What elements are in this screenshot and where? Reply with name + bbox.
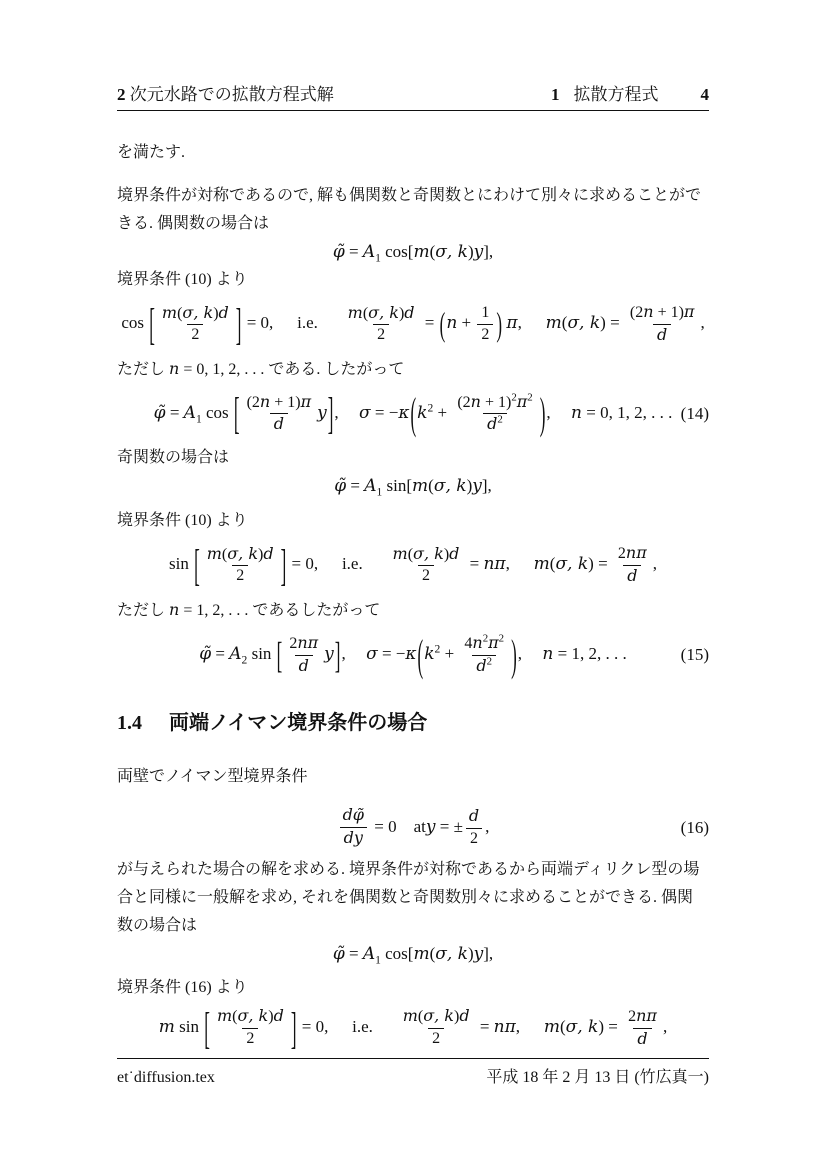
math-variable: d bbox=[459, 1006, 470, 1026]
paragraph-tadashi-1 bbox=[117, 355, 709, 384]
math-variable: m bbox=[545, 313, 562, 334]
math-text: 4 bbox=[464, 634, 473, 652]
equation-number: (15) bbox=[680, 645, 709, 665]
math-fraction bbox=[453, 392, 536, 437]
math-superscript: 2 bbox=[434, 642, 441, 656]
math-delimiter: ) bbox=[496, 305, 503, 344]
math-text: ( bbox=[232, 1008, 238, 1026]
math-variable: σ, k bbox=[413, 543, 444, 563]
math-text: = 0, bbox=[242, 313, 274, 333]
math-subscript: 1 bbox=[195, 412, 202, 426]
math-text: ) = bbox=[600, 313, 624, 333]
math-variable: σ, k bbox=[182, 302, 214, 322]
equation-16 bbox=[117, 799, 709, 856]
math-variable: y bbox=[473, 242, 484, 262]
math-text: , bbox=[334, 402, 339, 422]
math-text: ( bbox=[362, 304, 369, 322]
math-text: (2 bbox=[629, 304, 644, 321]
math-delimiter: ] bbox=[327, 389, 334, 439]
header-left bbox=[117, 85, 334, 105]
math-text: , bbox=[700, 313, 705, 333]
math-variable: y bbox=[324, 643, 334, 664]
math-text: + bbox=[433, 402, 452, 422]
math-variable: d bbox=[637, 1028, 648, 1048]
math-text: , bbox=[517, 313, 522, 333]
math-text: = − bbox=[370, 402, 399, 422]
math-text: + 1) bbox=[653, 304, 684, 321]
math-variable: π bbox=[488, 632, 499, 652]
math-fraction bbox=[460, 633, 508, 678]
math-text: = − bbox=[377, 643, 406, 663]
math-variable: d bbox=[476, 655, 487, 675]
math-variable: y bbox=[317, 402, 327, 423]
math-variable: nπ bbox=[297, 632, 319, 652]
math-text: 2 bbox=[289, 634, 298, 652]
math-variable: n bbox=[446, 313, 458, 334]
math-text: = bbox=[475, 1017, 494, 1037]
math-superscript: 2 bbox=[427, 401, 434, 415]
math-text: = bbox=[465, 554, 484, 574]
math-variable: π bbox=[516, 391, 528, 411]
math-variable: σ, k bbox=[555, 554, 589, 575]
math-variable: σ, k bbox=[435, 242, 468, 262]
math-variable: d bbox=[657, 324, 668, 344]
math-variable: A bbox=[362, 242, 376, 262]
math-variable: φ̃ bbox=[199, 643, 212, 664]
math-text: = bbox=[165, 402, 184, 422]
math-text: 2 bbox=[236, 567, 245, 585]
math-variable: φ̃ bbox=[334, 476, 347, 497]
math-delimiter: ( bbox=[410, 389, 417, 439]
math-fraction bbox=[624, 1006, 661, 1051]
math-variable: κ bbox=[398, 402, 410, 423]
paragraph-tadashi-2 bbox=[117, 596, 709, 625]
math-superscript: 2 bbox=[527, 391, 533, 404]
math-text: ( bbox=[561, 313, 568, 333]
math-fraction bbox=[477, 303, 493, 346]
math-variable: m bbox=[533, 554, 550, 575]
math-variable: d bbox=[298, 655, 309, 675]
math-fraction bbox=[203, 544, 278, 588]
math-variable: A bbox=[364, 476, 377, 497]
math-text: ) bbox=[258, 545, 264, 563]
math-text: 2 bbox=[470, 829, 479, 847]
math-text: = ± bbox=[435, 816, 463, 836]
math-text: + 1) bbox=[270, 393, 301, 411]
math-text: at bbox=[413, 816, 426, 836]
math-text: , bbox=[662, 1017, 668, 1037]
math-variable: n bbox=[259, 391, 271, 411]
equation-15 bbox=[117, 625, 709, 686]
section-title: 両端ノイマン境界条件の場合 bbox=[169, 712, 428, 735]
math-text: cos bbox=[121, 313, 149, 333]
math-variable: m bbox=[413, 242, 430, 262]
header-section-title: 拡散方程式 bbox=[573, 85, 659, 104]
math-variable: d bbox=[487, 414, 498, 434]
math-variable: y bbox=[472, 476, 482, 497]
math-delimiter: ] bbox=[290, 1003, 297, 1053]
math-variable: d bbox=[449, 543, 460, 563]
math-fraction bbox=[399, 1006, 474, 1050]
section-number: 1.4 bbox=[117, 712, 142, 735]
math-variable: d bbox=[273, 1006, 284, 1026]
math-delimiter: [ bbox=[194, 540, 200, 591]
math-subscript: 1 bbox=[375, 953, 381, 967]
math-text: = 1, 2, . . . bbox=[553, 643, 627, 663]
math-superscript: 2 bbox=[498, 632, 505, 645]
math-text: ) bbox=[467, 943, 474, 963]
header-right bbox=[551, 85, 709, 105]
footer-filename: et˙diffusion.tex bbox=[117, 1069, 215, 1086]
math-superscript: 2 bbox=[486, 655, 493, 668]
math-variable: m bbox=[412, 476, 429, 497]
paragraph-odd-case: 奇関数の場合は bbox=[117, 449, 230, 467]
math-text: cos[ bbox=[380, 943, 414, 963]
math-fraction bbox=[213, 1006, 288, 1050]
equation-sin-condition bbox=[117, 535, 709, 596]
math-delimiter: ( bbox=[439, 305, 446, 344]
math-text: = 0, 1, 2, . . . bbox=[581, 402, 673, 422]
math-text: cos[ bbox=[380, 242, 414, 261]
math-variable: σ bbox=[359, 402, 371, 423]
math-text: ], bbox=[483, 242, 494, 261]
math-delimiter: [ bbox=[276, 634, 283, 676]
math-variable: dφ̃ bbox=[342, 805, 365, 825]
equation-number: (16) bbox=[680, 817, 709, 837]
math-text: ) bbox=[454, 1008, 460, 1026]
math-delimiter: ] bbox=[235, 299, 242, 349]
footer-date-author: 平成 18 年 2 月 13 日 (竹広真一) bbox=[486, 1069, 709, 1086]
math-variable: d bbox=[404, 302, 415, 322]
math-text: = 0 bbox=[370, 816, 397, 836]
paragraph-boundary-condition-10a: 境界条件 (10) より bbox=[117, 271, 248, 288]
math-text: , bbox=[546, 402, 551, 422]
math-text: 2 bbox=[481, 325, 490, 343]
math-variable: d bbox=[468, 805, 480, 825]
math-text: ( bbox=[177, 304, 183, 322]
math-variable: π bbox=[683, 302, 695, 321]
page-header bbox=[117, 85, 709, 111]
math-delimiter: ] bbox=[334, 634, 341, 676]
math-variable: nπ bbox=[625, 543, 647, 563]
math-text: ) bbox=[443, 545, 450, 563]
math-text: sin bbox=[174, 1017, 204, 1037]
math-text: ( bbox=[429, 242, 436, 261]
math-fraction bbox=[465, 806, 483, 850]
math-variable: σ, k bbox=[567, 313, 601, 334]
math-text: ) bbox=[398, 304, 405, 322]
paragraph-neumann-solution bbox=[117, 856, 709, 940]
math-variable: k bbox=[424, 643, 435, 664]
math-text: = bbox=[344, 943, 363, 963]
math-variable: m bbox=[413, 943, 430, 964]
math-text: ], bbox=[481, 476, 492, 496]
page-footer bbox=[117, 1058, 709, 1088]
math-text: cos bbox=[201, 402, 233, 422]
equation-body bbox=[153, 389, 673, 439]
math-delimiter: ] bbox=[280, 540, 287, 591]
math-variable: m bbox=[402, 1006, 418, 1026]
section-heading-1-4 bbox=[117, 709, 709, 737]
math-delimiter: [ bbox=[149, 299, 155, 349]
math-text: = bbox=[420, 313, 439, 333]
math-text: ( bbox=[428, 476, 434, 496]
math-text: ) = bbox=[598, 1017, 623, 1037]
equation-cos-condition bbox=[117, 294, 709, 355]
header-section-number: 1 bbox=[551, 85, 560, 104]
math-variable: k bbox=[417, 402, 428, 423]
math-delimiter: [ bbox=[204, 1003, 210, 1053]
math-text: 2 bbox=[628, 1007, 637, 1025]
math-text: ただし bbox=[117, 360, 170, 378]
math-text: 2 bbox=[191, 326, 200, 344]
math-text: ) bbox=[466, 476, 473, 496]
equation-even-general bbox=[117, 238, 709, 266]
math-text: , bbox=[341, 643, 346, 663]
equation-odd-general bbox=[117, 472, 709, 500]
math-variable: n bbox=[470, 391, 481, 411]
math-fraction bbox=[285, 633, 322, 678]
math-text: sin bbox=[168, 554, 194, 574]
math-text: = bbox=[211, 643, 230, 663]
math-subscript: 2 bbox=[241, 653, 248, 667]
math-variable: n bbox=[169, 358, 180, 378]
math-subscript: 1 bbox=[376, 485, 383, 499]
math-variable: m bbox=[158, 1017, 175, 1038]
math-variable: n bbox=[643, 302, 654, 321]
math-text: sin bbox=[247, 643, 276, 663]
math-text: , bbox=[485, 816, 490, 836]
math-fraction bbox=[614, 543, 651, 588]
math-variable: y bbox=[425, 816, 436, 837]
math-variable: n bbox=[472, 632, 483, 652]
paragraph-walls-neumann: 両壁でノイマン型境界条件 bbox=[117, 768, 308, 786]
math-variable: A bbox=[183, 402, 196, 423]
math-variable: σ, k bbox=[565, 1017, 599, 1038]
math-text: ( bbox=[549, 554, 556, 574]
math-text: , bbox=[517, 643, 523, 663]
math-text: ただし bbox=[117, 601, 170, 619]
math-text: ( bbox=[417, 1008, 424, 1026]
math-variable: φ̃ bbox=[153, 402, 166, 423]
math-variable: n bbox=[542, 643, 554, 664]
math-text: = bbox=[344, 242, 363, 261]
math-delimiter: ) bbox=[539, 389, 546, 439]
math-text: 2 bbox=[617, 545, 626, 563]
paragraph-line: きる. 偶関数の場合は bbox=[117, 215, 270, 232]
math-text: = 0, 1, 2, . . . である. したがって bbox=[179, 360, 405, 378]
math-variable: y bbox=[473, 943, 484, 964]
math-variable: m bbox=[543, 1017, 560, 1038]
math-variable: σ, k bbox=[423, 1006, 454, 1026]
math-variable: A bbox=[229, 643, 242, 664]
math-fraction bbox=[626, 302, 699, 347]
math-variable: A bbox=[362, 943, 376, 964]
math-text: 2 bbox=[246, 1030, 255, 1048]
math-text: , bbox=[515, 1017, 521, 1037]
math-text: = 1, 2, . . . であるしたがって bbox=[179, 601, 381, 619]
header-chapter-number: 2 bbox=[117, 85, 126, 104]
math-text: ) bbox=[467, 242, 474, 261]
math-variable: π bbox=[506, 313, 518, 334]
math-variable: σ, k bbox=[435, 943, 468, 964]
math-variable: dy bbox=[343, 828, 363, 848]
math-variable: κ bbox=[405, 643, 417, 664]
math-fraction bbox=[389, 544, 464, 588]
math-variable: d bbox=[273, 414, 284, 434]
paragraph-satisfies: を満たす. bbox=[117, 144, 186, 161]
equation-even-general-2 bbox=[117, 940, 709, 968]
math-variable: n bbox=[571, 402, 582, 423]
page-number: 4 bbox=[700, 85, 709, 104]
math-delimiter: ) bbox=[511, 630, 517, 680]
math-text: i.e. bbox=[297, 313, 318, 333]
math-text: ( bbox=[407, 545, 414, 563]
paragraph-line: 境界条件が対称であるので, 解も偶関数と奇関数とにわけて別々に求めることがで bbox=[117, 187, 702, 204]
math-text: ( bbox=[221, 545, 228, 563]
math-fraction bbox=[344, 303, 419, 347]
math-delimiter: ( bbox=[417, 630, 424, 680]
math-variable: m bbox=[347, 302, 363, 322]
math-variable: σ, k bbox=[368, 302, 399, 322]
math-variable: d bbox=[218, 302, 229, 322]
math-text: i.e. bbox=[352, 1017, 373, 1037]
math-fraction bbox=[158, 303, 233, 347]
math-text: (2 bbox=[457, 393, 471, 411]
math-variable: π bbox=[300, 391, 312, 411]
paragraph-line: 合と同様に一般解を求め, それを偶関数と奇関数別々に求めることができる. 偶関 bbox=[117, 888, 694, 906]
math-variable: nπ bbox=[483, 554, 506, 575]
paragraph-even-function-intro bbox=[117, 182, 709, 238]
math-text: , bbox=[652, 554, 657, 574]
math-text: 2 bbox=[377, 326, 386, 344]
math-text: 2 bbox=[432, 1030, 441, 1048]
math-variable: n bbox=[169, 599, 180, 619]
math-text: sin[ bbox=[382, 476, 413, 496]
math-text: + bbox=[440, 643, 459, 663]
math-text: ) bbox=[213, 304, 219, 322]
math-variable: m bbox=[392, 543, 408, 563]
math-text: + 1) bbox=[480, 393, 512, 411]
math-variable: σ bbox=[366, 643, 378, 664]
math-variable: σ, k bbox=[227, 543, 259, 563]
math-delimiter: [ bbox=[233, 389, 240, 439]
math-variable: m bbox=[216, 1006, 233, 1026]
math-variable: φ̃ bbox=[332, 943, 345, 964]
math-variable: d bbox=[263, 543, 274, 563]
math-text: i.e. bbox=[341, 554, 363, 574]
math-text: (2 bbox=[246, 393, 260, 411]
math-text: 1 bbox=[481, 304, 490, 321]
header-chapter-title: 次元水路での拡散方程式解 bbox=[129, 85, 334, 104]
paragraph-boundary-condition-10b: 境界条件 (10) より bbox=[117, 512, 248, 530]
math-text: = 0, bbox=[287, 554, 319, 574]
paragraph-line: 数の場合は bbox=[117, 916, 198, 934]
math-subscript: 1 bbox=[375, 251, 381, 265]
equation-number: (14) bbox=[680, 403, 709, 423]
math-text: = bbox=[346, 476, 365, 496]
math-variable: d bbox=[627, 565, 638, 585]
math-text: + bbox=[457, 313, 476, 333]
math-text: ) bbox=[268, 1008, 274, 1026]
paragraph-boundary-condition-16: 境界条件 (16) より bbox=[117, 978, 248, 996]
math-text: ( bbox=[559, 1017, 566, 1037]
math-text: 2 bbox=[421, 567, 430, 585]
math-variable: φ̃ bbox=[332, 242, 345, 262]
math-variable: nπ bbox=[493, 1017, 516, 1038]
math-variable: m bbox=[161, 302, 178, 322]
paragraph-line: が与えられた場合の解を求める. 境界条件が対称であるから両端ディリクレ型の場 bbox=[117, 860, 700, 878]
math-text: ], bbox=[483, 943, 494, 963]
math-superscript: 2 bbox=[511, 391, 517, 404]
math-variable: m bbox=[206, 543, 222, 563]
math-text: ) = bbox=[588, 554, 612, 574]
equation-msin-condition bbox=[117, 1002, 709, 1055]
math-text: = 0, bbox=[297, 1017, 329, 1037]
math-variable: σ, k bbox=[433, 476, 467, 497]
math-variable: σ, k bbox=[237, 1006, 269, 1026]
math-superscript: 2 bbox=[497, 414, 503, 427]
math-text: , bbox=[505, 554, 510, 574]
math-variable: nπ bbox=[636, 1005, 657, 1025]
math-superscript: 2 bbox=[482, 632, 489, 645]
math-fraction bbox=[339, 805, 368, 850]
math-fraction bbox=[243, 392, 316, 437]
math-text: ( bbox=[429, 943, 436, 963]
equation-14 bbox=[117, 384, 709, 445]
